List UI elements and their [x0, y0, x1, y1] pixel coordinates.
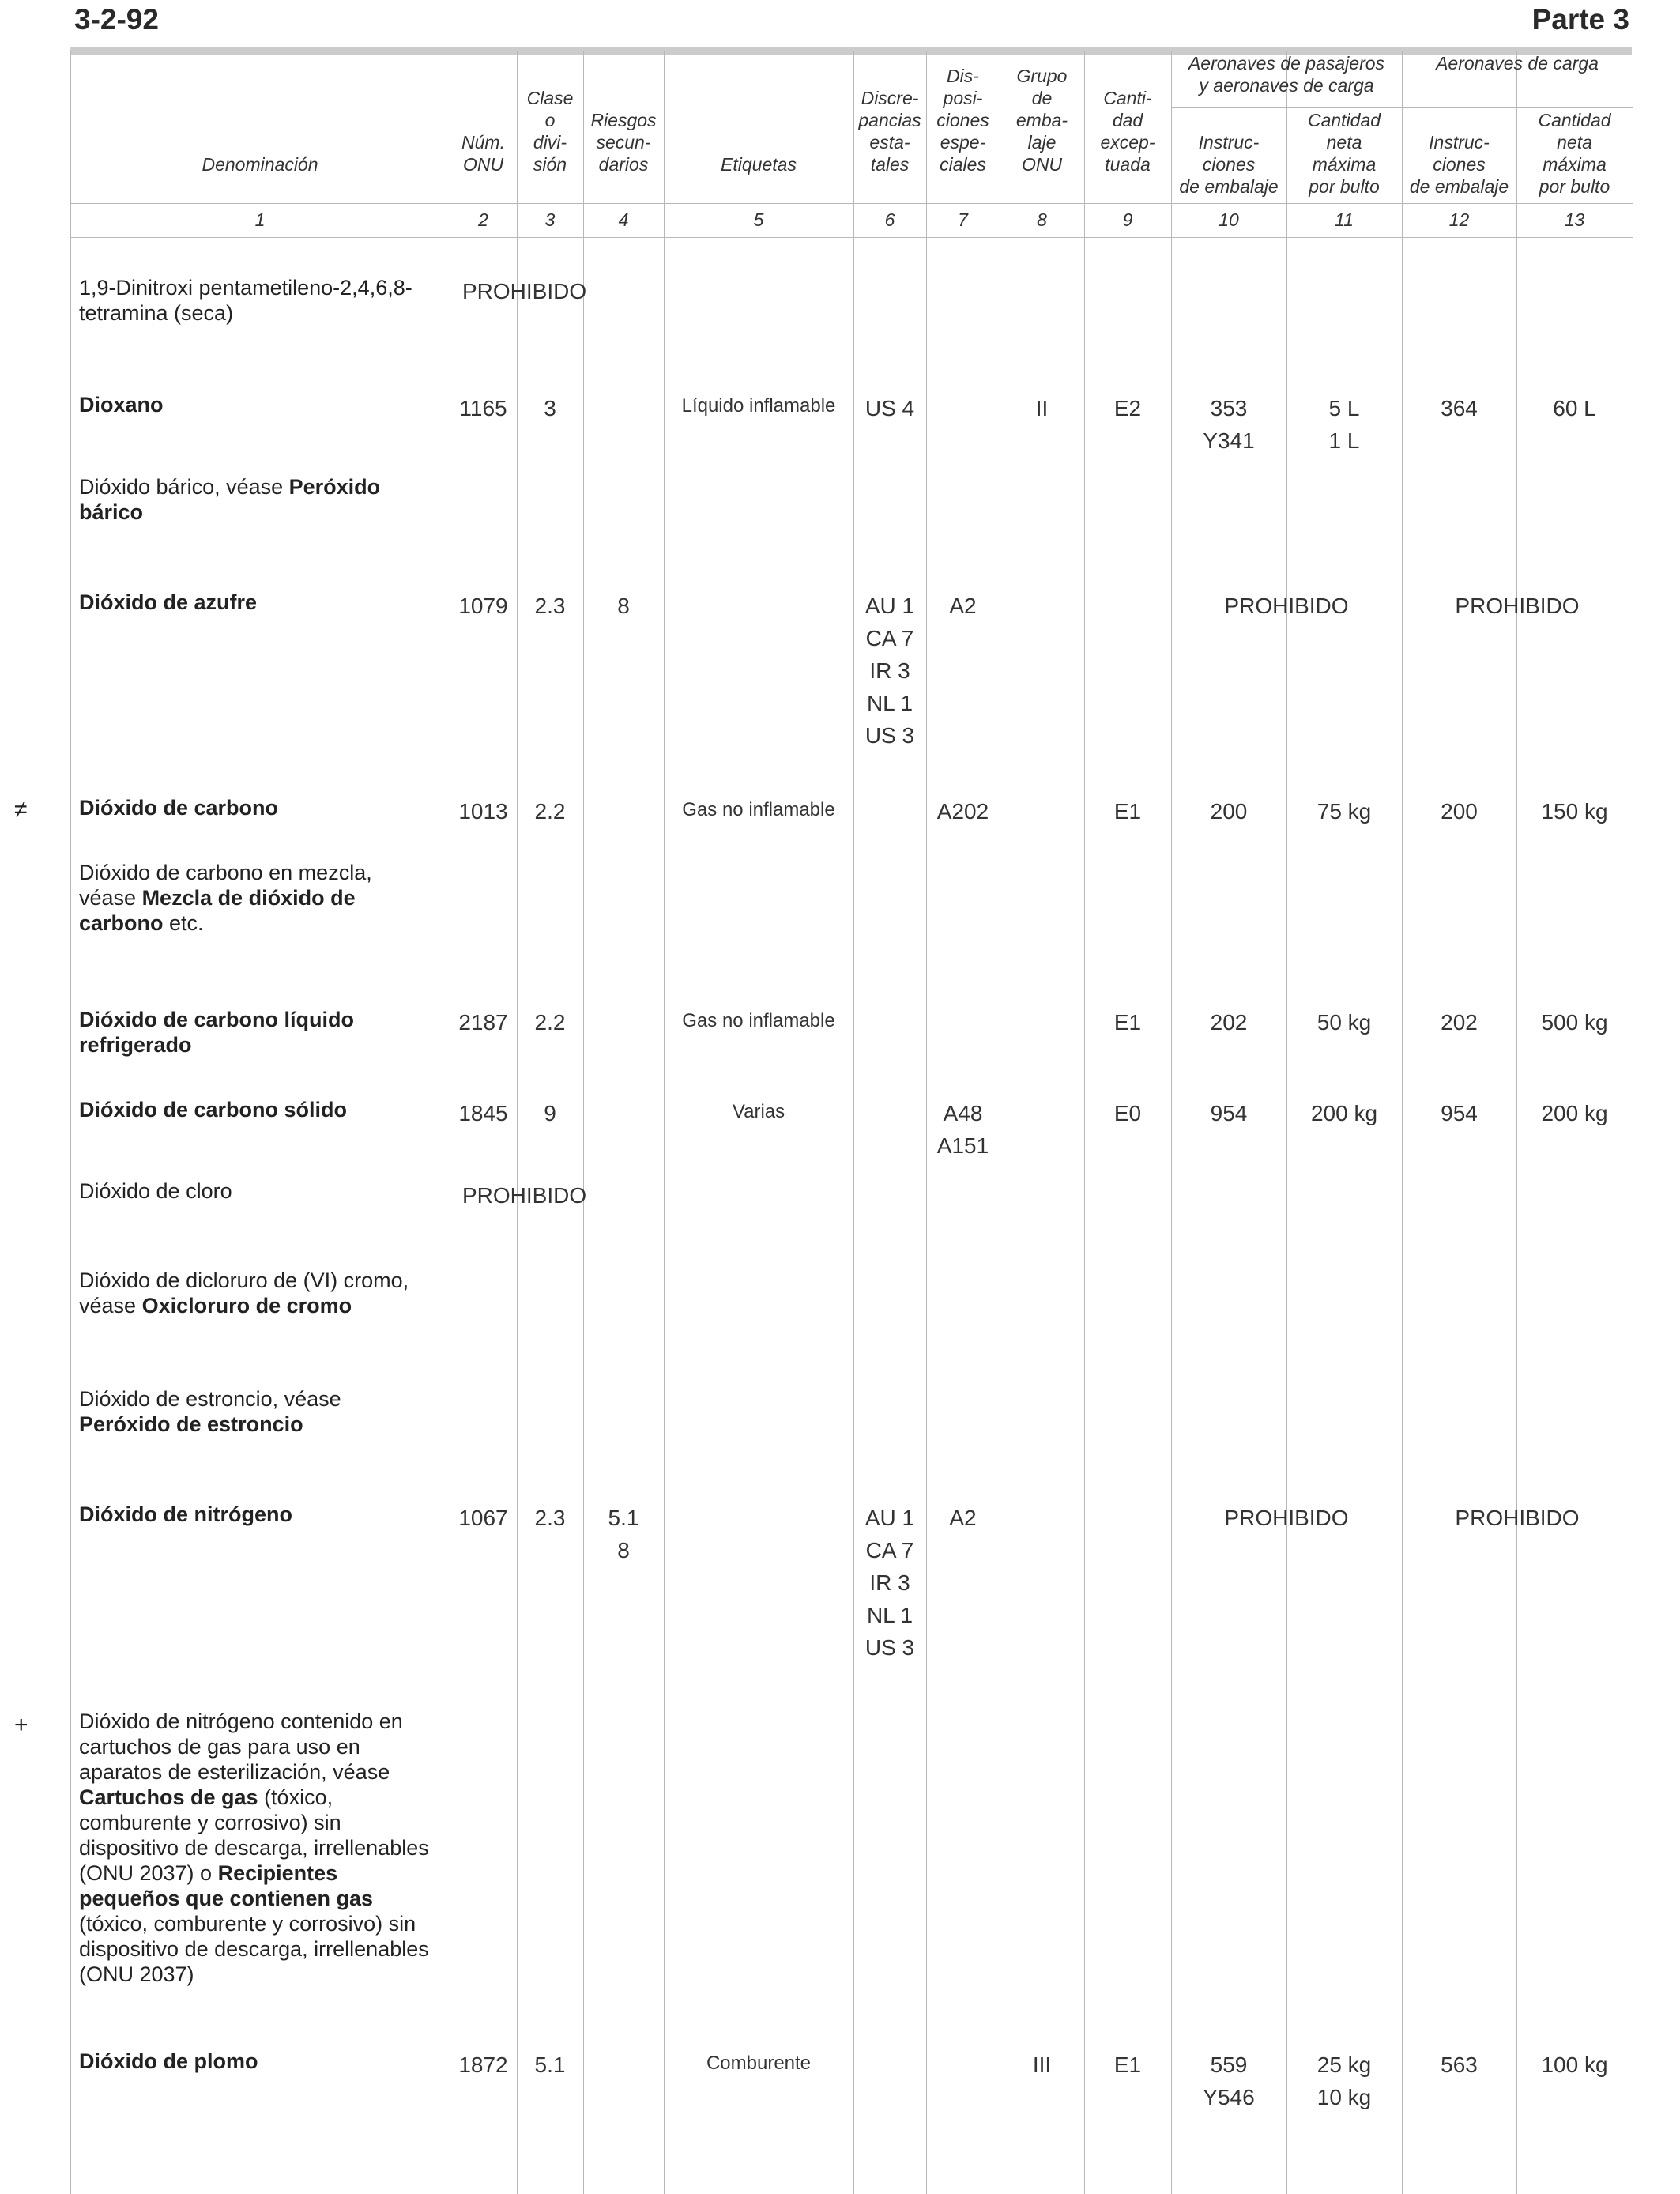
special-provisions: A2 [949, 594, 977, 618]
number-row-line [70, 237, 1633, 238]
col-number: 12 [1448, 209, 1470, 230]
hazard-label: Gas no inflamable [682, 799, 835, 820]
class-division: 2.2 [534, 799, 566, 824]
state-discrepancies: AU 1 CA 7 IR 3 NL 1 US 3 [864, 594, 915, 748]
pax-instructions: 200 [1210, 799, 1248, 824]
entry-name-bold: Dióxido de carbono sólido [79, 1098, 348, 1122]
col-header-pax-quantity: Cantidad neta máxima por bulto [1307, 110, 1381, 197]
entry-name-text: etc. [163, 911, 204, 935]
prohibited-all: PROHIBIDO [462, 279, 587, 303]
entry-name-text: Dióxido bárico, véase [79, 475, 289, 499]
entry-name [79, 1268, 443, 1318]
class-division: 2.2 [534, 1010, 566, 1035]
class-division: 2.3 [534, 1506, 566, 1530]
col-number: 10 [1219, 209, 1239, 230]
entry-name-bold: Mezcla de dióxido de carbono [79, 886, 356, 935]
entry-name-text: (tóxico, comburente y corrosivo) sin dispositivo de descarga, irrellenables (ONU 2037) o [79, 1785, 429, 1885]
entry-name-text: Dióxido de estroncio, véase [79, 1387, 341, 1411]
cargo-instructions: 954 [1441, 1101, 1478, 1125]
col-number: 11 [1335, 209, 1354, 230]
entry-name-text: (tóxico, comburente y corrosivo) sin dispositivo de descarga, irrellenables (ONU 2037) [79, 1912, 429, 1986]
prohibited-all: PROHIBIDO [462, 1183, 587, 1208]
excepted-quantity: E1 [1113, 1010, 1142, 1035]
col-header-cargo-quantity: Cantidad neta máxima por bulto [1538, 110, 1611, 197]
entry-name-bold: Dióxido de azufre [79, 590, 258, 614]
class-division: 9 [544, 1101, 556, 1125]
col-number: 8 [1037, 209, 1047, 230]
header-bottom-line [70, 203, 1633, 204]
cargo-quantity: 60 L [1553, 396, 1596, 420]
pax-instructions: 202 [1210, 1010, 1248, 1035]
col-header-un: Núm. ONU [461, 132, 505, 175]
entry-name [79, 392, 443, 417]
entry-name [79, 1386, 411, 1437]
col-number: 6 [884, 209, 895, 230]
addition-mark: + [14, 1712, 28, 1738]
entry-name-bold: Oxicloruro de cromo [141, 1294, 352, 1318]
part-title: Parte 3 [1531, 3, 1629, 36]
column-divider [583, 51, 584, 2194]
col-number: 5 [753, 209, 764, 230]
page-number: 3-2-92 [74, 3, 159, 36]
pax-quantity: 75 kg [1317, 799, 1372, 824]
pax-quantity: 50 kg [1317, 1010, 1372, 1035]
entry-name [79, 795, 443, 820]
col-header-name: Denominación [202, 154, 318, 175]
entry-name-text: Dióxido de carbono en mezcla, véase [79, 861, 372, 910]
col-number: 9 [1122, 209, 1133, 230]
special-provisions: A2 [949, 1506, 977, 1530]
un-number: 1013 [458, 799, 508, 824]
cargo-instructions: 563 [1441, 2053, 1478, 2077]
group-header-cargo: Aeronaves de carga [1436, 53, 1599, 74]
col-number: 4 [618, 209, 629, 230]
col-number: 1 [254, 209, 266, 230]
cargo-prohibited: PROHIBIDO [1455, 1506, 1580, 1530]
pax-instructions: 353 Y341 [1203, 396, 1255, 453]
cargo-instructions: 202 [1441, 1010, 1478, 1035]
entry-name-text: 1,9-Dinitroxi pentametileno-2,4,6,8-tetramina (seca) [79, 276, 412, 325]
entry-name [79, 860, 419, 936]
state-discrepancies: US 4 [864, 396, 915, 420]
col-header-packing-group: Grupo de emba- laje ONU [1015, 66, 1068, 175]
change-mark: ≠ [14, 797, 28, 823]
col-header-subsidiary: Riesgos secun- darios [590, 110, 657, 175]
excepted-quantity: E2 [1113, 396, 1142, 420]
un-number: 1079 [458, 594, 508, 618]
entry-name [79, 1178, 443, 1204]
special-provisions: A48 A151 [936, 1101, 989, 1158]
col-number: 3 [544, 209, 556, 230]
pax-quantity: 25 kg 10 kg [1317, 2053, 1372, 2109]
col-number: 7 [958, 209, 968, 230]
cargo-quantity: 100 kg [1541, 2053, 1608, 2077]
col-header-cargo-instructions: Instruc- ciones de embalaje [1409, 132, 1509, 197]
un-number: 1165 [459, 396, 507, 420]
pax-instructions: 954 [1210, 1101, 1248, 1125]
cargo-quantity: 500 kg [1541, 1010, 1608, 1035]
subsidiary-risk: 8 [617, 594, 630, 618]
cargo-prohibited: PROHIBIDO [1455, 594, 1580, 618]
packing-group: II [1035, 396, 1049, 420]
entry-name [79, 275, 443, 326]
cargo-quantity: 150 kg [1541, 799, 1608, 824]
column-divider [70, 51, 71, 2194]
pax-prohibited: PROHIBIDO [1224, 1506, 1349, 1530]
hazard-label: Líquido inflamable [681, 395, 836, 417]
entry-name-text: Dióxido de cloro [79, 1179, 232, 1203]
entry-name-bold: Dioxano [79, 393, 164, 417]
pax-prohibited: PROHIBIDO [1224, 594, 1349, 618]
class-division: 5.1 [534, 2053, 566, 2077]
hazard-label: Varias [732, 1101, 785, 1122]
subsidiary-risk: 5.1 8 [608, 1506, 639, 1563]
state-discrepancies: AU 1 CA 7 IR 3 NL 1 US 3 [864, 1506, 915, 1660]
col-number: 2 [478, 209, 488, 230]
col-header-pax-instructions: Instruc- ciones de embalaje [1179, 132, 1279, 197]
un-number: 1872 [458, 2053, 508, 2077]
pax-quantity: 200 kg [1310, 1101, 1378, 1125]
column-divider [853, 51, 854, 2194]
entry-name [79, 474, 443, 525]
col-header-labels: Etiquetas [721, 154, 797, 175]
class-division: 2.3 [534, 594, 566, 618]
excepted-quantity: E0 [1113, 1101, 1142, 1125]
entry-name [79, 1709, 443, 1987]
group-divider [1171, 107, 1633, 108]
entry-name [79, 590, 443, 615]
entry-name [79, 2049, 443, 2074]
un-number: 2187 [458, 1010, 508, 1035]
col-number: 13 [1564, 209, 1585, 230]
entry-name-bold: Dióxido de carbono [79, 796, 279, 820]
cargo-quantity: 200 kg [1541, 1101, 1608, 1125]
col-header-class: Clase o divi- sión [526, 88, 574, 175]
cargo-instructions: 364 [1441, 396, 1478, 420]
class-division: 3 [544, 396, 556, 420]
excepted-quantity: E1 [1113, 799, 1142, 824]
entry-name-text: Dióxido de nitrógeno contenido en cartuchos de gas para uso en aparatos de esterilización, véase [79, 1710, 403, 1784]
entry-name [79, 1097, 443, 1122]
entry-name-bold: Recipientes pequeños que contienen gas [79, 1861, 374, 1910]
cargo-instructions: 200 [1441, 799, 1478, 824]
pax-quantity: 5 L 1 L [1328, 396, 1360, 453]
hazard-label: Comburente [706, 2053, 812, 2074]
pax-instructions: 559 Y546 [1203, 2053, 1255, 2109]
entry-name [79, 1007, 411, 1057]
entry-name-bold: Dióxido de nitrógeno [79, 1502, 292, 1526]
entry-name-text: Dióxido de dicloruro de (VI) cromo, véase [79, 1269, 409, 1318]
special-provisions: A202 [936, 799, 989, 824]
excepted-quantity: E1 [1113, 2053, 1142, 2077]
entry-name-bold: Cartuchos de gas [79, 1785, 258, 1809]
entry-name-bold: Peróxido de estroncio [79, 1412, 303, 1436]
entry-name [79, 1502, 443, 1527]
entry-name-bold: Peróxido bárico [79, 475, 381, 524]
group-header-passenger: Aeronaves de pasajeros y aeronaves de carga [1188, 53, 1385, 96]
entry-name-bold: Dióxido de carbono líquido refrigerado [79, 1008, 354, 1057]
entry-name-bold: Dióxido de plomo [79, 2049, 258, 2073]
packing-group: III [1032, 2053, 1052, 2077]
un-number: 1845 [458, 1101, 508, 1125]
hazard-label: Gas no inflamable [682, 1010, 835, 1031]
col-header-special: Dis- posi- ciones espe- ciales [936, 66, 989, 175]
col-header-discrepancies: Discre- pancias esta- tales [858, 88, 921, 175]
un-number: 1067 [458, 1506, 508, 1530]
col-header-excepted: Canti- dad excep- tuada [1100, 88, 1155, 175]
